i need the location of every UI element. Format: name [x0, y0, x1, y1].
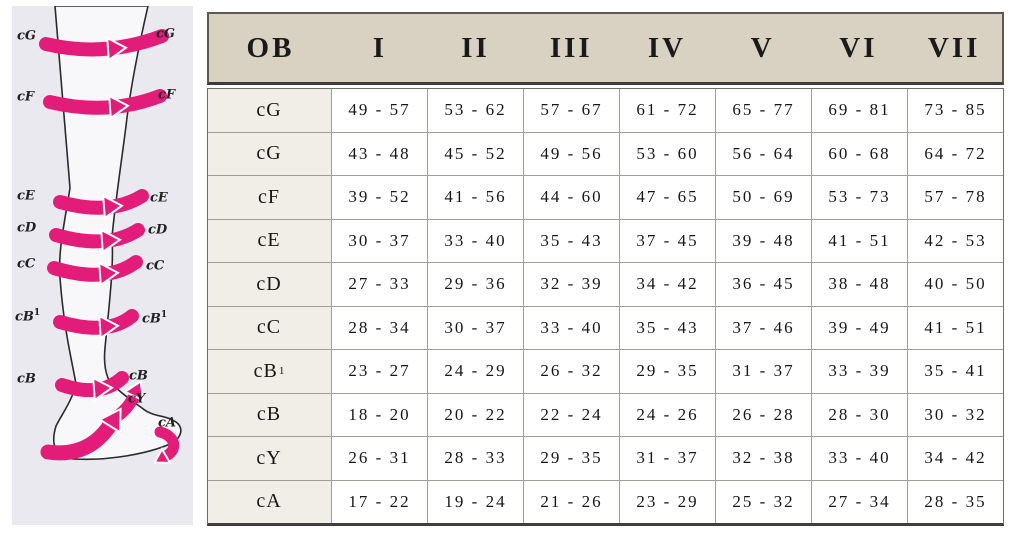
size-range-cell: 35 - 43: [524, 220, 619, 263]
size-range-cell: 19 - 24: [428, 481, 523, 524]
size-range-cell: 28 - 34: [332, 307, 427, 350]
size-range-cell: 27 - 34: [812, 481, 907, 524]
band-label-cf-left: cF: [17, 89, 35, 105]
size-range-cell: 24 - 26: [620, 394, 715, 437]
size-range-cell: 61 - 72: [620, 89, 715, 132]
size-range-cell: 41 - 51: [908, 307, 1003, 350]
band-label-cb-left: cB: [17, 371, 36, 387]
size-range-cell: 34 - 42: [908, 437, 1003, 480]
column-header-v: V: [750, 31, 775, 64]
size-range-cell: 39 - 49: [812, 307, 907, 350]
band-label-cb-right: cB: [129, 368, 148, 384]
row-label: cE: [208, 220, 331, 263]
size-range-cell: 25 - 32: [716, 481, 811, 524]
size-range-cell: 47 - 65: [620, 176, 715, 219]
size-range-cell: 57 - 67: [524, 89, 619, 132]
row-label: cF: [208, 176, 331, 219]
row-label: cG: [208, 89, 331, 132]
size-range-cell: 39 - 48: [716, 220, 811, 263]
band-label-cd-right: cD: [148, 222, 168, 238]
size-range-cell: 35 - 43: [620, 307, 715, 350]
size-range-cell: 34 - 42: [620, 263, 715, 306]
band-label-ce-right: cE: [150, 190, 168, 206]
column-header-ii: II: [461, 31, 490, 64]
size-range-cell: 28 - 33: [428, 437, 523, 480]
size-range-cell: 37 - 45: [620, 220, 715, 263]
size-range-cell: 57 - 78: [908, 176, 1003, 219]
size-range-cell: 21 - 26: [524, 481, 619, 524]
size-table: [207, 12, 1004, 526]
size-range-cell: 24 - 29: [428, 350, 523, 393]
size-range-cell: 53 - 62: [428, 89, 523, 132]
size-range-cell: 73 - 85: [908, 89, 1003, 132]
size-table-header: [207, 12, 1004, 85]
size-range-cell: 32 - 38: [716, 437, 811, 480]
size-range-cell: 41 - 51: [812, 220, 907, 263]
size-range-cell: 65 - 77: [716, 89, 811, 132]
size-range-cell: 33 - 39: [812, 350, 907, 393]
size-range-cell: 69 - 81: [812, 89, 907, 132]
size-range-cell: 42 - 53: [908, 220, 1003, 263]
column-header-vii: VII: [927, 31, 981, 64]
band-label-cd-left: cD: [17, 220, 37, 236]
size-range-cell: 30 - 37: [332, 220, 427, 263]
size-range-cell: 43 - 48: [332, 133, 427, 176]
size-range-cell: 28 - 35: [908, 481, 1003, 524]
band-label-ce-left: cE: [17, 188, 35, 204]
size-range-cell: 17 - 22: [332, 481, 427, 524]
column-header-i: I: [372, 31, 387, 64]
band-label-cf-right: cF: [158, 87, 176, 103]
size-range-cell: 26 - 28: [716, 394, 811, 437]
size-range-cell: 53 - 73: [812, 176, 907, 219]
row-label: cY: [208, 437, 331, 480]
band-label-cg-right: cG: [156, 26, 176, 42]
size-range-cell: 30 - 37: [428, 307, 523, 350]
size-range-cell: 18 - 20: [332, 394, 427, 437]
size-range-cell: 26 - 32: [524, 350, 619, 393]
row-label: cA: [208, 481, 331, 524]
size-range-cell: 29 - 35: [620, 350, 715, 393]
band-label-cc-right: cC: [146, 258, 165, 274]
size-range-cell: 60 - 68: [812, 133, 907, 176]
size-range-cell: 50 - 69: [716, 176, 811, 219]
size-range-cell: 31 - 37: [716, 350, 811, 393]
size-range-cell: 29 - 36: [428, 263, 523, 306]
size-range-cell: 29 - 35: [524, 437, 619, 480]
row-label: cB 1: [208, 350, 331, 393]
size-range-cell: 35 - 41: [908, 350, 1003, 393]
size-range-cell: 33 - 40: [428, 220, 523, 263]
band-label-cy: cY: [128, 391, 146, 407]
size-range-cell: 37 - 46: [716, 307, 811, 350]
size-range-cell: 26 - 31: [332, 437, 427, 480]
size-range-cell: 44 - 60: [524, 176, 619, 219]
leg-measurement-diagram: [12, 6, 193, 525]
leg-illustration: [12, 6, 193, 525]
size-range-cell: 36 - 45: [716, 263, 811, 306]
size-range-cell: 32 - 39: [524, 263, 619, 306]
row-label: cC: [208, 307, 331, 350]
size-range-cell: 33 - 40: [524, 307, 619, 350]
size-range-cell: 30 - 32: [908, 394, 1003, 437]
size-range-cell: 23 - 27: [332, 350, 427, 393]
size-range-cell: 40 - 50: [908, 263, 1003, 306]
size-range-cell: 49 - 56: [524, 133, 619, 176]
size-range-cell: 53 - 60: [620, 133, 715, 176]
column-header-iv: IV: [647, 31, 687, 64]
band-label-cc-left: cC: [17, 256, 36, 272]
size-range-cell: 33 - 40: [812, 437, 907, 480]
size-range-cell: 31 - 37: [620, 437, 715, 480]
row-label: cB: [208, 394, 331, 437]
band-label-ca: cA: [158, 415, 177, 431]
size-range-cell: 39 - 52: [332, 176, 427, 219]
size-range-cell: 45 - 52: [428, 133, 523, 176]
size-range-cell: 41 - 56: [428, 176, 523, 219]
size-range-cell: 23 - 29: [620, 481, 715, 524]
size-range-cell: 56 - 64: [716, 133, 811, 176]
column-header-vi: VI: [839, 31, 878, 64]
size-range-cell: 28 - 30: [812, 394, 907, 437]
band-label-cg-left: cG: [17, 28, 37, 44]
size-table-body: [207, 88, 1004, 526]
size-range-cell: 64 - 72: [908, 133, 1003, 176]
column-header-iii: III: [549, 31, 593, 64]
size-range-cell: 27 - 33: [332, 263, 427, 306]
size-range-cell: 49 - 57: [332, 89, 427, 132]
band-label-cb1-left: $cB^1$: [15, 308, 41, 325]
size-range-cell: 20 - 22: [428, 394, 523, 437]
band-label-cb1-right: $cB^1$: [142, 310, 168, 327]
size-range-cell: 38 - 48: [812, 263, 907, 306]
row-label: cG: [208, 133, 331, 176]
size-range-cell: 22 - 24: [524, 394, 619, 437]
row-label: cD: [208, 263, 331, 306]
column-header-ob: OB: [246, 31, 295, 64]
